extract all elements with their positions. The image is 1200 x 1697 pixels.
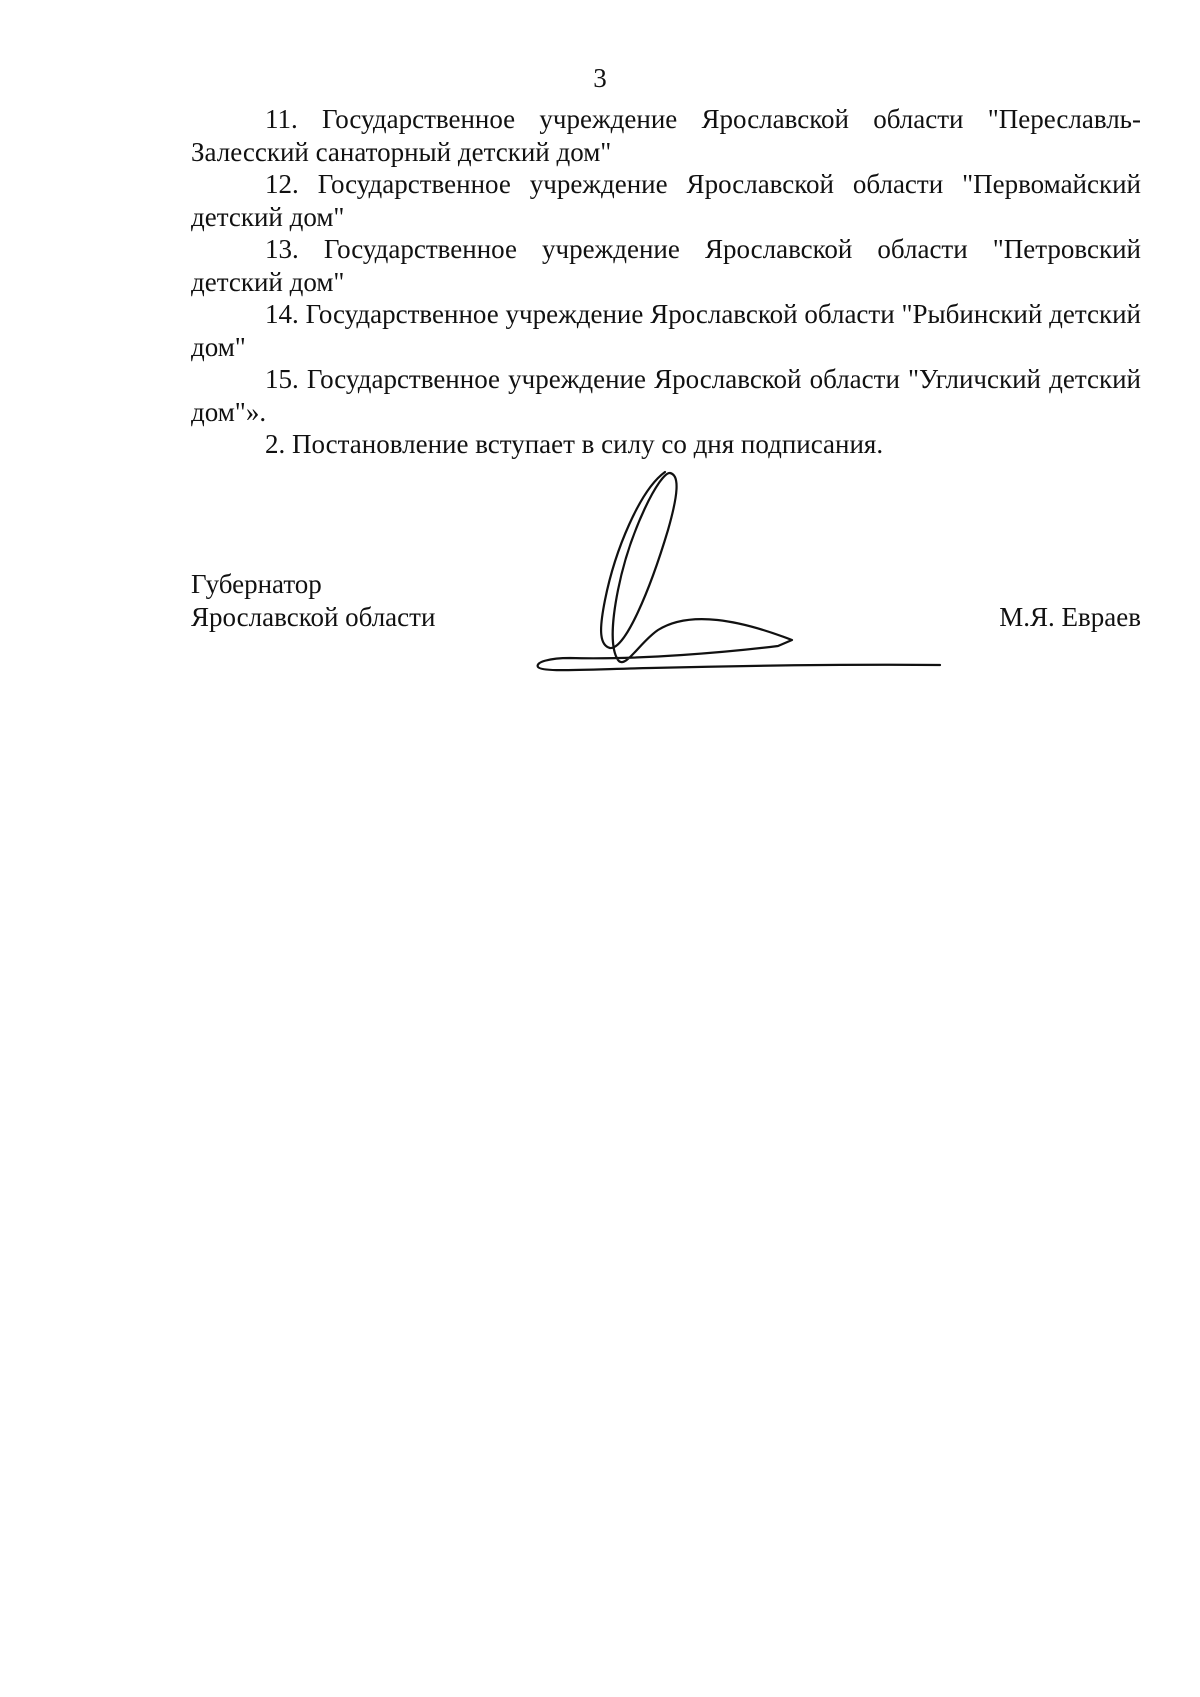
list-item: 12. Государственное учреждение Ярославской области "Первомайский детский дом": [191, 169, 1141, 232]
signatory-title-line: Губернатор: [191, 569, 322, 599]
document-body: [191, 103, 1141, 461]
signature-icon: [530, 470, 950, 720]
list-item: 14. Государственное учреждение Ярославской области "Рыбинский детский дом": [191, 299, 1141, 362]
list-item: 11. Государственное учреждение Ярославской области "Переславль-Залесский санаторный детский дом": [191, 104, 1141, 167]
signatory-title-line: Ярославской области: [191, 601, 436, 632]
signatory-title: [191, 568, 435, 633]
page-number: 3: [593, 63, 607, 93]
list-item: 15. Государственное учреждение Ярославской области "Угличский детский дом"».: [191, 364, 1141, 427]
list-item: 13. Государственное учреждение Ярославской области "Петровский детский дом": [191, 234, 1141, 297]
closing-clause: 2. Постановление вступает в силу со дня подписания.: [265, 429, 884, 459]
signatory-name: М.Я. Евраев: [999, 602, 1141, 632]
